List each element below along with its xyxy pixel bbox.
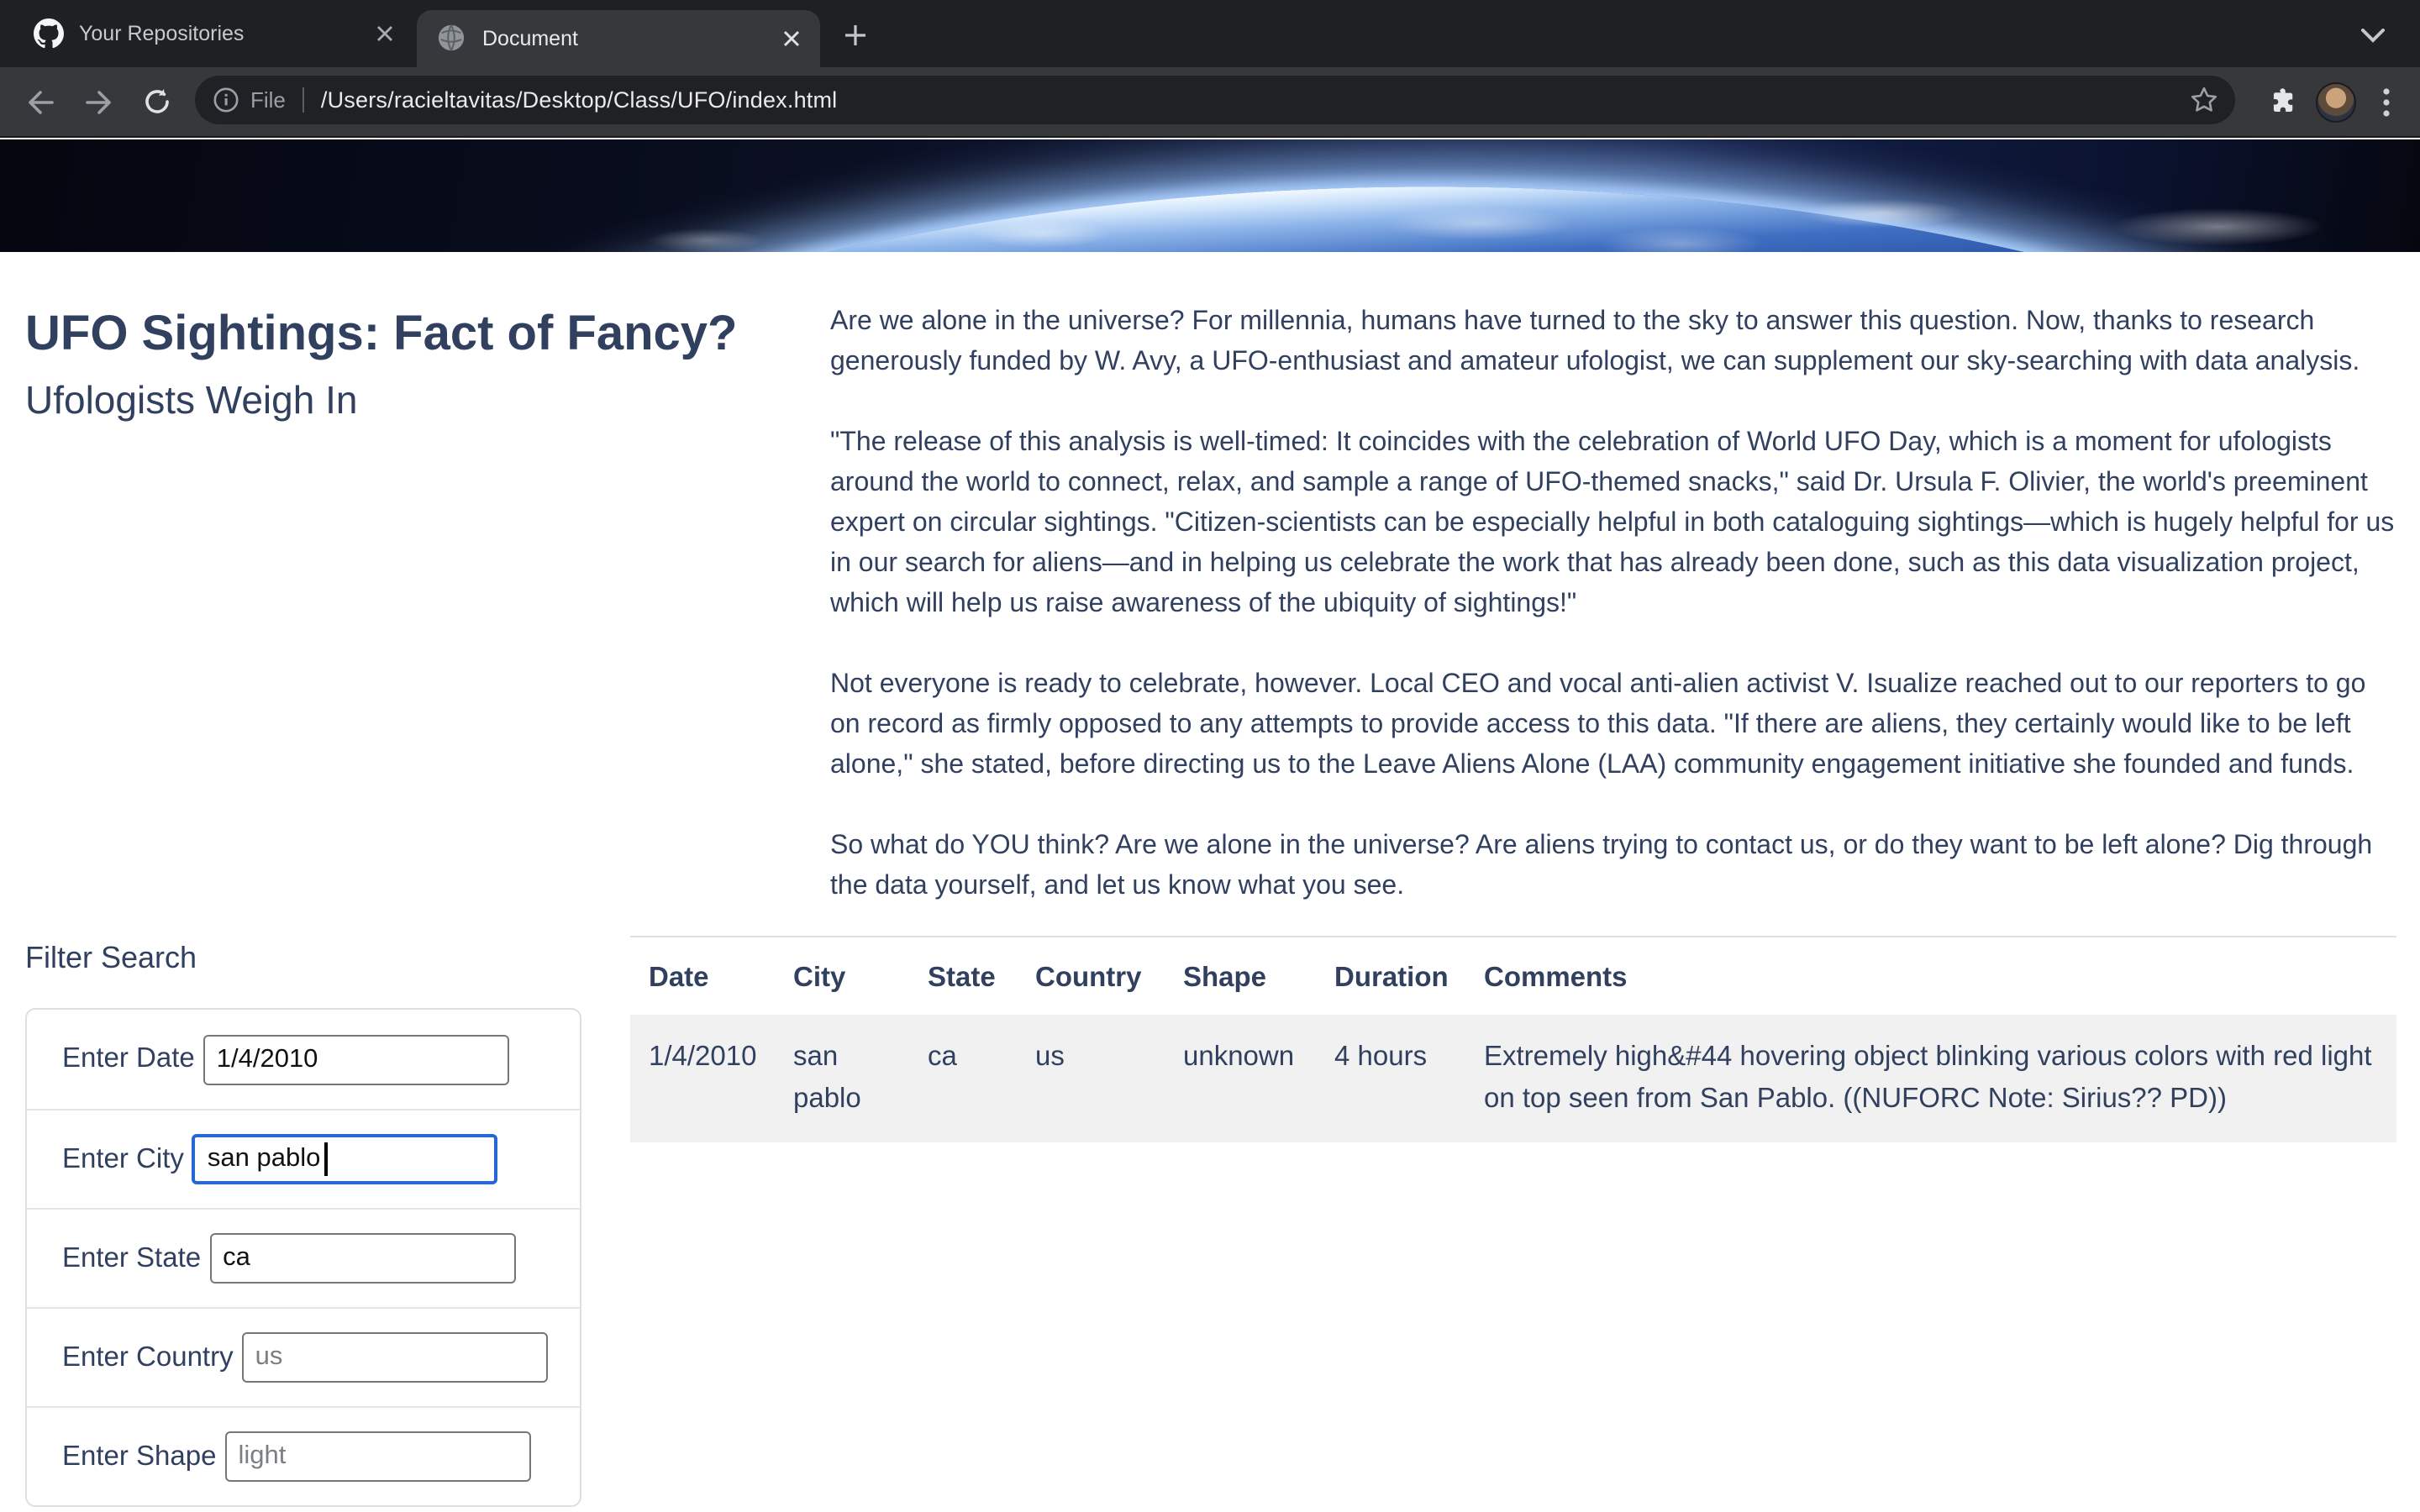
cloud-highlights xyxy=(0,139,2420,252)
col-shape: Shape xyxy=(1165,937,1316,1015)
tab-your-repositories[interactable] xyxy=(13,0,413,67)
col-state: State xyxy=(909,937,1017,1015)
back-icon[interactable] xyxy=(15,76,66,127)
paragraph-4: So what do YOU think? Are we alone in the universe? Are aliens trying to contact us, or do they want to be left alone? Dig through the data yourself, and let us know what you see. xyxy=(830,832,2373,900)
col-city: City xyxy=(775,937,909,1015)
table-header-row xyxy=(630,937,2396,1015)
filter-row-country xyxy=(27,1307,580,1406)
col-comments: Comments xyxy=(1465,937,2396,1015)
tab-search-chevron-icon[interactable] xyxy=(2353,20,2393,50)
hero-earth-banner xyxy=(0,139,2420,252)
country-input[interactable] xyxy=(242,1332,548,1383)
profile-avatar[interactable] xyxy=(2312,79,2360,126)
page-title: UFO Sightings: Fact of Fancy? xyxy=(25,307,738,361)
cell-city: san pablo xyxy=(775,1015,909,1142)
cell-date: 1/4/2010 xyxy=(630,1015,775,1142)
state-label: Enter State xyxy=(62,1242,202,1273)
city-label: Enter City xyxy=(62,1143,184,1173)
github-icon xyxy=(34,18,64,49)
text-caret xyxy=(325,1142,328,1176)
tab-document[interactable] xyxy=(417,10,820,67)
shape-input[interactable] xyxy=(224,1431,530,1482)
tab-strip xyxy=(0,0,2420,67)
reload-icon[interactable] xyxy=(131,76,182,127)
city-input[interactable] xyxy=(192,1134,498,1184)
sightings-table xyxy=(630,936,2396,1142)
filter-row-city xyxy=(27,1109,580,1208)
globe-icon xyxy=(437,24,467,54)
tab-title: Your Repositories xyxy=(79,22,245,45)
filter-row-date xyxy=(27,1010,580,1109)
col-date: Date xyxy=(630,937,775,1015)
filter-panel xyxy=(25,1008,581,1507)
state-input[interactable] xyxy=(209,1233,515,1284)
url-scheme-label: File xyxy=(250,87,286,113)
date-label: Enter Date xyxy=(62,1043,195,1074)
filter-search-title: Filter Search xyxy=(25,941,197,974)
close-icon[interactable] xyxy=(370,18,400,49)
cell-state: ca xyxy=(909,1015,1017,1142)
toolbar-right-cluster xyxy=(2259,67,2420,138)
filter-row-state xyxy=(27,1208,580,1307)
browser-toolbar xyxy=(0,67,2420,138)
avatar xyxy=(2316,82,2356,123)
close-icon[interactable] xyxy=(776,24,807,54)
cell-comments: Extremely high&#44 hovering object blinking various colors with red light on top seen from San Pablo. ((NUFORC Note: Sirius?? PD)) xyxy=(1465,1015,2396,1142)
address-bar[interactable] xyxy=(195,76,2235,124)
cell-duration: 4 hours xyxy=(1316,1015,1465,1142)
url-divider xyxy=(302,87,304,113)
filter-row-shape xyxy=(27,1406,580,1505)
date-input[interactable] xyxy=(203,1034,509,1084)
tab-title: Document xyxy=(482,27,578,50)
paragraph-1: Are we alone in the universe? For millennia, humans have turned to the sky to answer this question. Now, thanks to research generously funded by W. Avy, a UFO-enthusiast and amateur ufologist, we can supplement our sky-searching with data analysis. xyxy=(830,307,2360,376)
url-text[interactable]: /Users/racieltavitas/Desktop/Class/UFO/index.html xyxy=(320,87,838,113)
kebab-menu-icon[interactable] xyxy=(2363,79,2410,126)
cell-country: us xyxy=(1017,1015,1165,1142)
col-country: Country xyxy=(1017,937,1165,1015)
shape-label: Enter Shape xyxy=(62,1441,217,1471)
new-tab-icon[interactable] xyxy=(837,17,874,54)
extensions-puzzle-icon[interactable] xyxy=(2259,79,2306,126)
page-subtitle: Ufologists Weigh In xyxy=(25,378,358,422)
bookmark-star-icon[interactable] xyxy=(2190,86,2218,114)
table-row xyxy=(630,1015,2396,1142)
col-duration: Duration xyxy=(1316,937,1465,1015)
country-label: Enter Country xyxy=(62,1341,234,1372)
cell-shape: unknown xyxy=(1165,1015,1316,1142)
paragraph-2: "The release of this analysis is well-timed: It coincides with the celebration of World UFO Day, which is a moment for ufologists around the world to connect, relax, and sample a range of UFO-themed snacks," said Dr. Ursula F. Olivier, the world's preeminent expert on circular sightings. "Citizen-scientists can be especially helpful in both cataloguing sightings—which is hugely helpful for us in our search for aliens—and in helping us celebrate the work that has already been done, such as this data visualization project, which will help us raise awareness of the ubiquity of sightings!" xyxy=(830,428,2395,618)
forward-icon[interactable] xyxy=(74,76,124,127)
paragraph-3: Not everyone is ready to celebrate, however. Local CEO and vocal anti-alien activist V. Isualize reached out to our reporters to go on record as firmly opposed to any attempts to provide access to this data. "If there are aliens, they certainly would like to be left alone," she stated, before directing us to the Leave Aliens Alone (LAA) community engagement initiative she founded and funds. xyxy=(830,670,2366,780)
page-info-icon[interactable] xyxy=(213,87,239,113)
article-text xyxy=(830,302,2396,948)
